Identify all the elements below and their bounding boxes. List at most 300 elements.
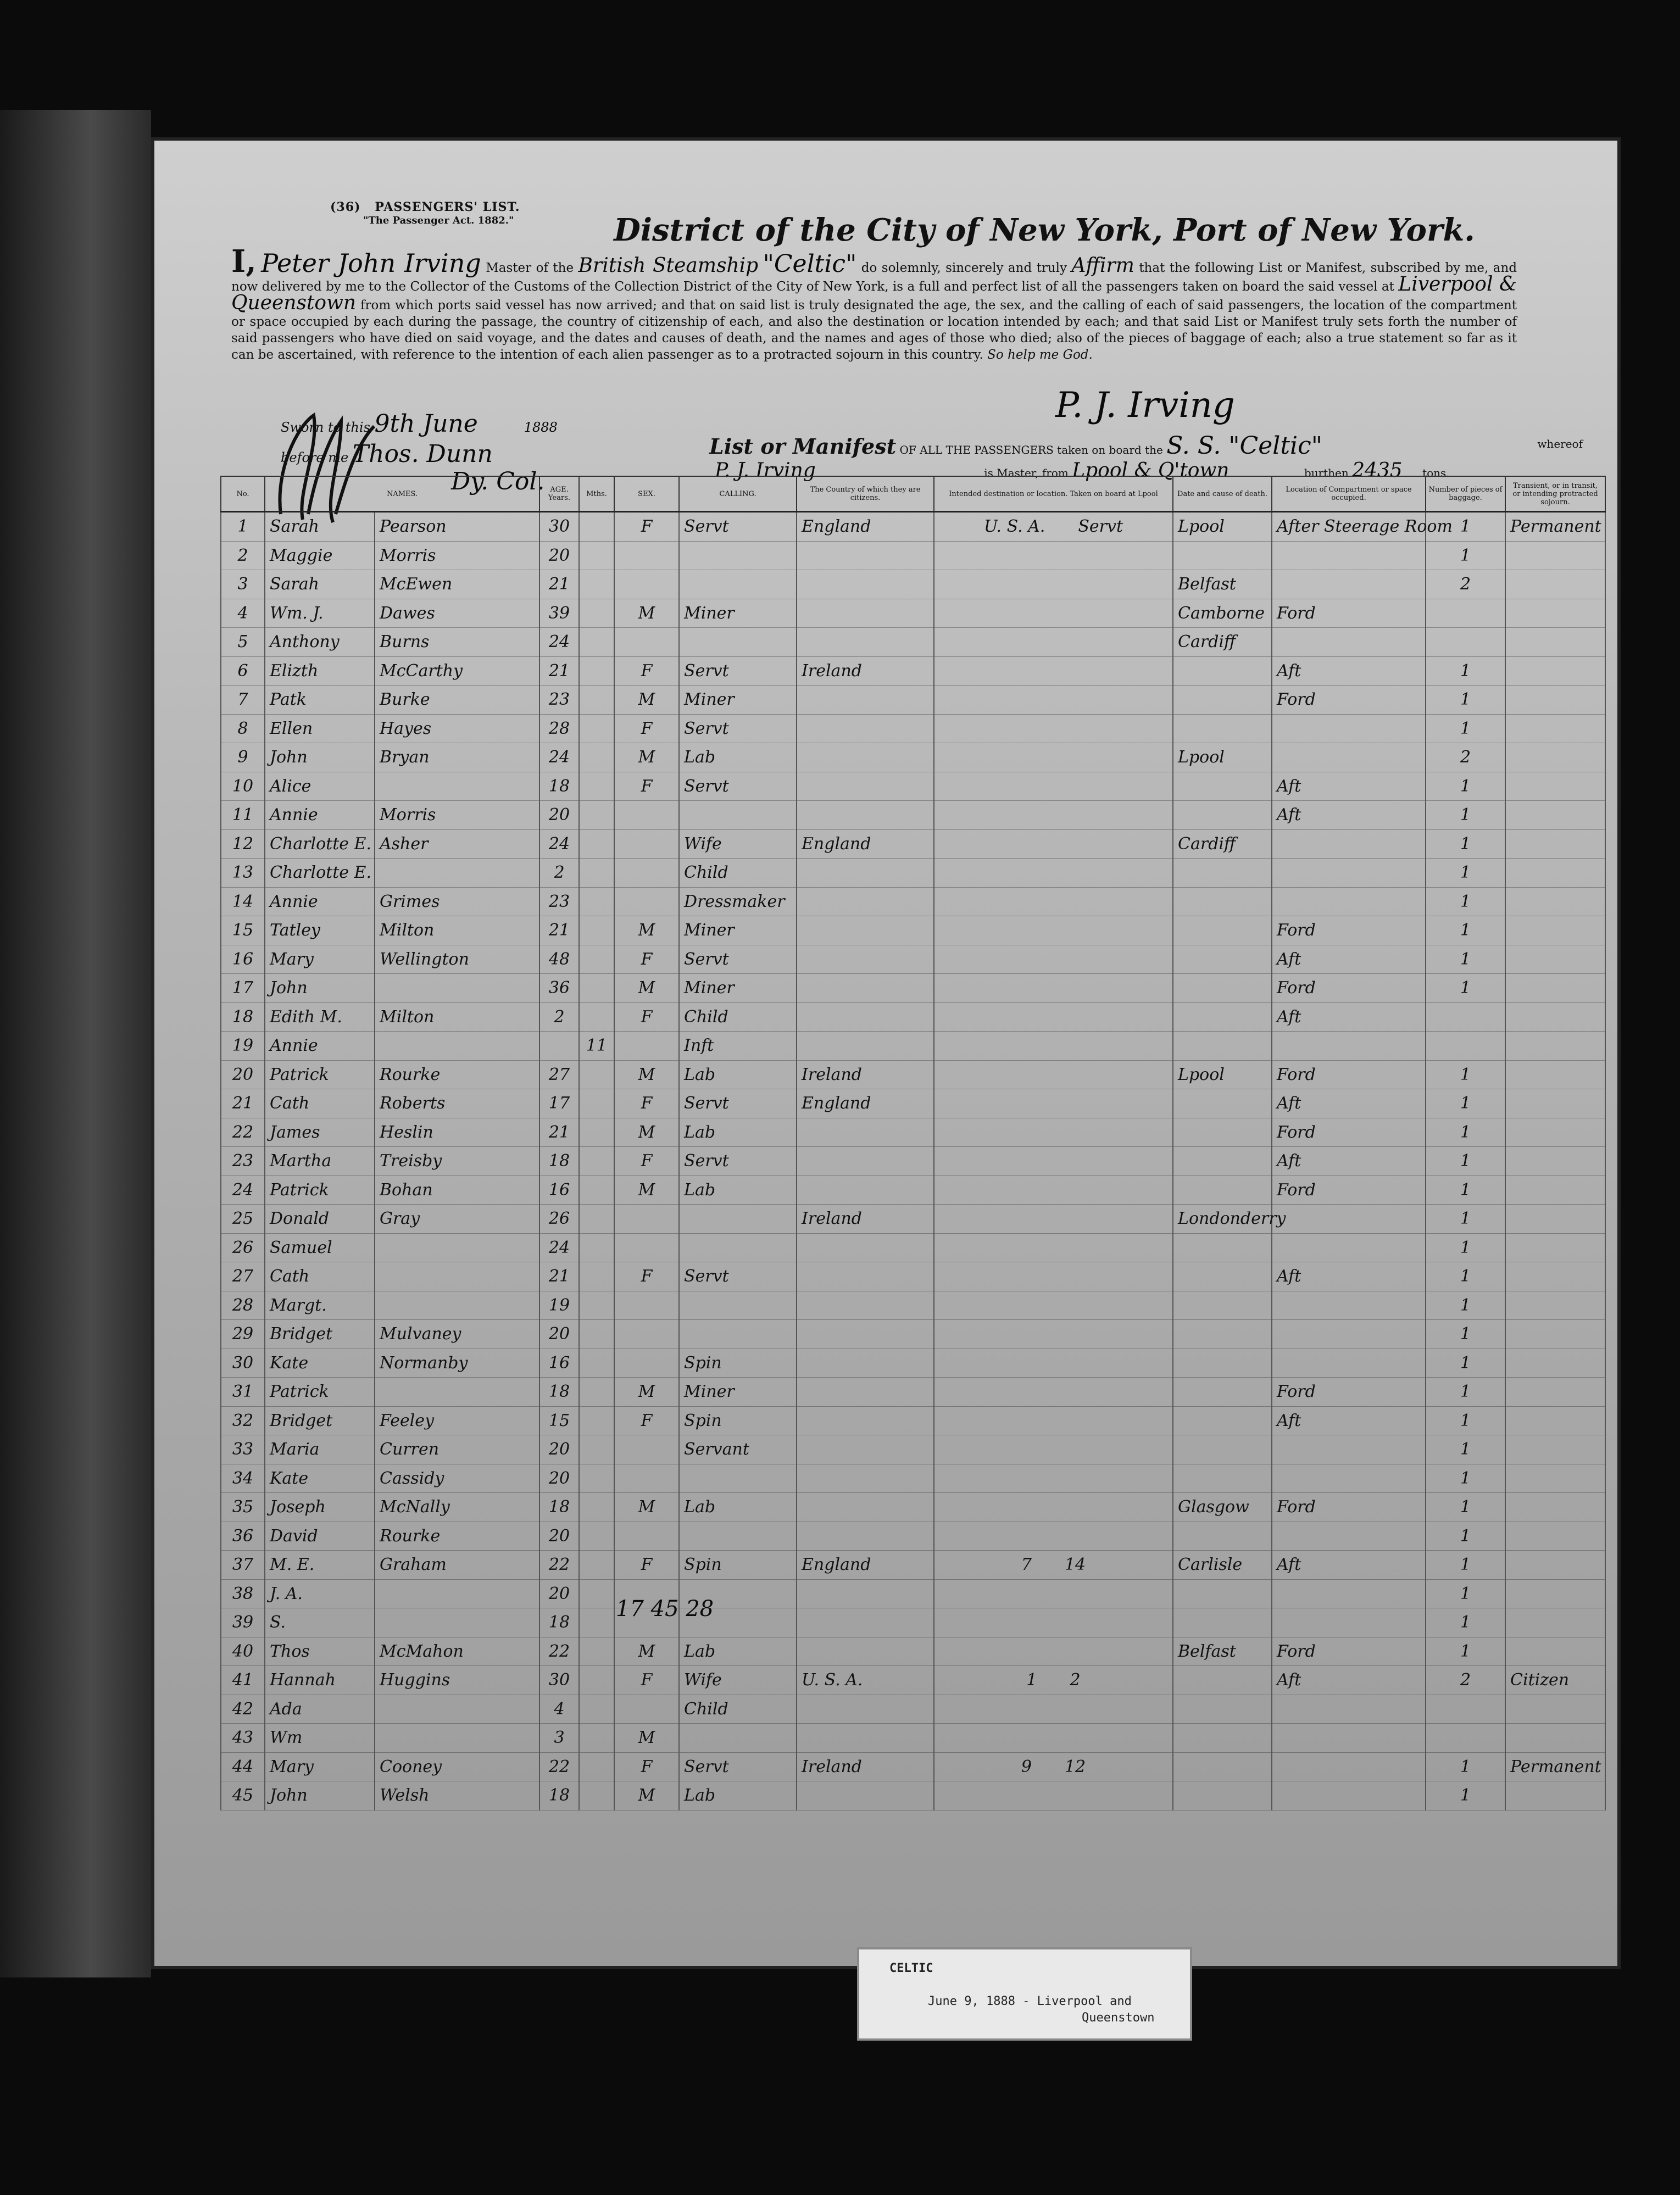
cell-age-months [579,1579,614,1608]
cell-destination: 7 14 [934,1551,1173,1580]
cell-death-or-port: Cardiff [1173,829,1272,859]
table-row [221,599,1605,628]
cell-age-months [579,1464,614,1493]
cell-row-number: 44 [221,1752,265,1781]
cell-death-or-port [1173,1522,1272,1551]
cell-death-or-port [1173,1349,1272,1378]
cell-baggage: 1 [1426,1406,1505,1435]
cell-transient [1505,1032,1605,1061]
cell-first-name: Wm. J. [265,599,375,628]
cell-first-name: Mary [265,1752,375,1781]
cell-death-or-port [1173,1435,1272,1464]
table-row [221,1089,1605,1118]
cell-age-years: 20 [539,541,579,570]
cell-baggage: 1 [1426,1493,1505,1522]
manifest-title: List or Manifest [709,434,897,459]
cell-baggage: 1 [1426,1089,1505,1118]
cell-last-name [375,1233,539,1262]
cell-baggage: 1 [1426,1118,1505,1147]
cell-first-name: Patk [265,686,375,715]
cell-first-name: Cath [265,1262,375,1291]
cell-last-name [375,974,539,1003]
cell-country [797,1637,934,1666]
cell-compartment: Ford [1272,1176,1426,1205]
cell-sex [614,1320,679,1349]
cell-transient [1505,859,1605,888]
cell-calling: Spin [679,1349,797,1378]
cell-compartment [1272,1349,1426,1378]
cell-row-number: 38 [221,1579,265,1608]
cell-first-name: Donald [265,1205,375,1234]
cell-last-name: Rourke [375,1060,539,1089]
col-age: AGE. [550,486,569,494]
cell-compartment [1272,1522,1426,1551]
cell-last-name: Grimes [375,887,539,916]
cell-baggage: 1 [1426,1320,1505,1349]
cell-first-name: Patrick [265,1176,375,1205]
table-row [221,743,1605,772]
cell-row-number: 35 [221,1493,265,1522]
cell-age-years: 15 [539,1406,579,1435]
table-row [221,887,1605,916]
table-row [221,1666,1605,1695]
cell-age-years: 18 [539,1781,579,1810]
cell-first-name: Bridget [265,1406,375,1435]
cell-calling: Lab [679,743,797,772]
cell-baggage: 1 [1426,945,1505,974]
cell-destination [934,829,1173,859]
cell-transient [1505,916,1605,945]
oath-text-2: do solemnly, sincerely and truly [861,261,1067,275]
cell-age-months [579,1205,614,1234]
cell-last-name: Hayes [375,714,539,743]
card-ship: CELTIC [889,1962,933,1975]
cell-destination [934,1002,1173,1032]
cell-baggage: 1 [1426,887,1505,916]
manifest-master: P. J. Irving [715,459,816,482]
cell-death-or-port [1173,1320,1272,1349]
cell-calling: Lab [679,1781,797,1810]
cell-destination [934,714,1173,743]
cell-country [797,1493,934,1522]
cell-compartment [1272,1435,1426,1464]
table-row [221,1579,1605,1608]
cell-age-years: 3 [539,1724,579,1753]
table-row [221,1464,1605,1493]
cell-first-name: Joseph [265,1493,375,1522]
cell-first-name: Maggie [265,541,375,570]
cell-row-number: 3 [221,570,265,599]
form-title: PASSENGERS' LIST. [375,200,520,214]
cell-compartment: Ford [1272,916,1426,945]
cell-first-name: Sarah [265,570,375,599]
cell-age-months [579,1781,614,1810]
cell-transient [1505,1522,1605,1551]
cell-compartment: Ford [1272,686,1426,715]
cell-baggage [1426,628,1505,657]
cell-age-months [579,916,614,945]
cell-transient [1505,887,1605,916]
cell-last-name: Morris [375,541,539,570]
cell-age-months [579,1320,614,1349]
cell-country [797,1176,934,1205]
cell-transient [1505,974,1605,1003]
cell-destination [934,1464,1173,1493]
cell-first-name: Patrick [265,1060,375,1089]
sworn-text: Sworn to this [281,420,370,435]
cell-transient [1505,1724,1605,1753]
table-row [221,1522,1605,1551]
cell-calling: Spin [679,1551,797,1580]
cell-compartment [1272,1291,1426,1320]
cell-destination [934,1060,1173,1089]
cell-first-name: Tatley [265,916,375,945]
table-row [221,628,1605,657]
ledger-binding [0,110,151,1977]
cell-calling: Servt [679,772,797,801]
table-row [221,512,1605,542]
cell-age-years: 39 [539,599,579,628]
cell-age-years: 24 [539,1233,579,1262]
cell-compartment: Aft [1272,656,1426,686]
cell-destination [934,1205,1173,1234]
cell-age-months [579,1695,614,1724]
cell-sex [614,1349,679,1378]
cell-country [797,801,934,830]
tally-note: 17 45 28 [616,1596,714,1622]
cell-sex [614,1464,679,1493]
cell-country [797,1032,934,1061]
cell-baggage: 1 [1426,1551,1505,1580]
cell-country: England [797,512,934,542]
cell-baggage [1426,1032,1505,1061]
cell-transient [1505,1406,1605,1435]
cell-compartment: Aft [1272,1666,1426,1695]
cell-last-name [375,859,539,888]
cell-age-years: 21 [539,656,579,686]
cell-last-name: Cassidy [375,1464,539,1493]
cell-destination: U. S. A. Servt [934,512,1173,542]
ship-type: British Steamship [578,254,759,277]
cell-age-years: 4 [539,1695,579,1724]
cell-last-name: Graham [375,1551,539,1580]
cell-sex [614,628,679,657]
manifest-page [151,137,1621,1969]
cell-baggage: 1 [1426,1349,1505,1378]
cell-first-name: Cath [265,1089,375,1118]
cell-calling: Servt [679,945,797,974]
cell-transient [1505,1349,1605,1378]
oath-text-3: that the following List or Manifest, subscribed by me, and now delivered by me to the Collector of the Customs of the Collection District of the City of New York, is a full and perfect list of all the passengers taken on board the said vessel at [231,261,1517,294]
cell-transient [1505,1060,1605,1089]
cell-row-number: 4 [221,599,265,628]
cell-death-or-port [1173,714,1272,743]
cell-transient [1505,1291,1605,1320]
cell-transient [1505,1608,1605,1637]
cell-first-name: Thos [265,1637,375,1666]
form-header [330,200,520,214]
cell-first-name: Patrick [265,1378,375,1407]
cell-calling: Miner [679,686,797,715]
cell-destination [934,1032,1173,1061]
cell-compartment: After Steerage Room [1272,512,1426,542]
cell-calling: Child [679,1002,797,1032]
cell-destination [934,743,1173,772]
cell-country [797,541,934,570]
cell-calling: Lab [679,1118,797,1147]
cell-death-or-port [1173,887,1272,916]
sworn-day: 9th June [374,410,478,438]
cell-country: England [797,1089,934,1118]
cell-row-number: 5 [221,628,265,657]
col-calling: CALLING. [679,476,797,512]
cell-transient [1505,945,1605,974]
cell-baggage: 1 [1426,1147,1505,1176]
cell-compartment [1272,1320,1426,1349]
cell-compartment: Ford [1272,599,1426,628]
cell-transient [1505,714,1605,743]
cell-last-name [375,772,539,801]
cell-first-name: John [265,1781,375,1810]
cell-baggage: 1 [1426,1233,1505,1262]
cell-compartment: Ford [1272,1637,1426,1666]
archive-label-card [857,1947,1192,2041]
table-row [221,772,1605,801]
cell-row-number: 43 [221,1724,265,1753]
cell-death-or-port: Belfast [1173,570,1272,599]
cell-baggage: 1 [1426,829,1505,859]
cell-last-name [375,1378,539,1407]
cell-age-years: 23 [539,686,579,715]
cell-last-name: Burke [375,686,539,715]
table-row [221,1695,1605,1724]
cell-compartment [1272,541,1426,570]
cell-row-number: 6 [221,656,265,686]
manifest-burthen: burthen [1304,466,1349,480]
cell-transient [1505,1089,1605,1118]
cell-sex [614,570,679,599]
col-destination: Intended destination or location. Taken on board at Lpool [934,476,1173,512]
table-row [221,1493,1605,1522]
cell-destination [934,541,1173,570]
cell-compartment [1272,628,1426,657]
cell-sex: M [614,1060,679,1089]
cell-death-or-port [1173,1579,1272,1608]
cell-sex: M [614,1637,679,1666]
cell-compartment [1272,1579,1426,1608]
col-years [539,476,579,512]
cell-age-months [579,1060,614,1089]
manifest-tons: tons. [1422,466,1450,480]
cell-first-name: Ada [265,1695,375,1724]
cell-death-or-port [1173,1378,1272,1407]
cell-baggage: 1 [1426,686,1505,715]
cell-age-years: 18 [539,772,579,801]
table-row [221,1118,1605,1147]
cell-destination [934,945,1173,974]
cell-first-name: Alice [265,772,375,801]
cell-death-or-port [1173,1781,1272,1810]
cell-calling: Servt [679,1262,797,1291]
cell-board: 14 [1064,1555,1086,1575]
cell-death-or-port [1173,686,1272,715]
cell-death-or-port [1173,1406,1272,1435]
cell-last-name: Bryan [375,743,539,772]
cell-compartment [1272,1781,1426,1810]
cell-age-years: 24 [539,829,579,859]
cell-transient [1505,1493,1605,1522]
cell-row-number: 13 [221,859,265,888]
cell-calling: Lab [679,1637,797,1666]
cell-country [797,1320,934,1349]
cell-destination [934,859,1173,888]
cell-country [797,859,934,888]
cell-calling: Servt [679,1089,797,1118]
cell-age-years: 20 [539,1464,579,1493]
cell-baggage: 1 [1426,1060,1505,1089]
cell-row-number: 9 [221,743,265,772]
cell-age-years: 18 [539,1608,579,1637]
cell-last-name: Rourke [375,1522,539,1551]
cell-compartment: Aft [1272,1002,1426,1032]
cell-death-or-port [1173,1002,1272,1032]
cell-last-name: McCarthy [375,656,539,686]
cell-first-name: J. A. [265,1579,375,1608]
cell-compartment [1272,829,1426,859]
cell-death-or-port [1173,1089,1272,1118]
cell-row-number: 26 [221,1233,265,1262]
table-row [221,1262,1605,1291]
cell-death-or-port [1173,945,1272,974]
cell-first-name: Annie [265,1032,375,1061]
cell-baggage: 2 [1426,570,1505,599]
cell-baggage: 1 [1426,974,1505,1003]
cell-sex [614,541,679,570]
cell-country: Ireland [797,656,934,686]
cell-sex: F [614,945,679,974]
cell-age-months [579,859,614,888]
cell-row-number: 8 [221,714,265,743]
cell-row-number: 10 [221,772,265,801]
table-header-row [221,476,1605,512]
table-row [221,656,1605,686]
cell-age-months [579,570,614,599]
cell-age-years: 20 [539,1579,579,1608]
oath-lead: I, [231,243,257,280]
cell-age-months [579,829,614,859]
cell-board: 2 [1070,1670,1081,1690]
cell-death-or-port [1173,1695,1272,1724]
cell-last-name: Heslin [375,1118,539,1147]
official-title: Dy. Col. [451,467,545,495]
cell-sex: M [614,686,679,715]
cell-destination [934,974,1173,1003]
cell-death-or-port [1173,541,1272,570]
cell-row-number: 19 [221,1032,265,1061]
cell-compartment [1272,1205,1426,1234]
cell-age-years: 28 [539,714,579,743]
cell-country: Ireland [797,1060,934,1089]
cell-age-years: 21 [539,1118,579,1147]
cell-destination [934,772,1173,801]
cell-transient [1505,628,1605,657]
cell-destination [934,1291,1173,1320]
table-row [221,1406,1605,1435]
cell-transient [1505,570,1605,599]
table-row [221,1637,1605,1666]
cell-death-or-port [1173,916,1272,945]
cell-country [797,628,934,657]
table-row [221,801,1605,830]
ship-name: "Celtic" [763,250,857,278]
cell-age-months [579,1291,614,1320]
col-country: The Country of which they are citizens. [797,476,934,512]
cell-last-name: Treisby [375,1147,539,1176]
cell-death-or-port [1173,1176,1272,1205]
cell-sex: M [614,743,679,772]
cell-sex: M [614,1724,679,1753]
cell-transient [1505,1435,1605,1464]
table-row [221,1147,1605,1176]
cell-transient [1505,1637,1605,1666]
cell-baggage: 1 [1426,1205,1505,1234]
cell-compartment: Ford [1272,1060,1426,1089]
cell-row-number: 37 [221,1551,265,1580]
cell-age-years: 2 [539,1002,579,1032]
cell-row-number: 11 [221,801,265,830]
cell-destination [934,656,1173,686]
cell-baggage: 1 [1426,1608,1505,1637]
cell-age-years: 2 [539,859,579,888]
cell-destination [934,887,1173,916]
cell-first-name: John [265,743,375,772]
cell-sex: F [614,656,679,686]
cell-sex [614,1032,679,1061]
cell-compartment: Ford [1272,1493,1426,1522]
cell-last-name: Wellington [375,945,539,974]
cell-last-name: Huggins [375,1666,539,1695]
cell-death-or-port: Cardiff [1173,628,1272,657]
cell-first-name: S. [265,1608,375,1637]
cell-last-name [375,1579,539,1608]
cell-row-number: 42 [221,1695,265,1724]
cell-compartment [1272,1724,1426,1753]
cell-sex: F [614,772,679,801]
cell-baggage: 1 [1426,859,1505,888]
cell-transient [1505,1464,1605,1493]
table-row [221,1060,1605,1089]
cell-death-or-port [1173,801,1272,830]
cell-row-number: 14 [221,887,265,916]
cell-country [797,570,934,599]
cell-age-years: 22 [539,1637,579,1666]
cell-sex: M [614,1118,679,1147]
cell-destination [934,1089,1173,1118]
cell-calling: Spin [679,1406,797,1435]
cell-sex: M [614,599,679,628]
card-line-2: Queenstown [1082,2011,1155,2025]
cell-death-or-port: Lpool [1173,1060,1272,1089]
cell-row-number: 20 [221,1060,265,1089]
cell-age-months [579,1608,614,1637]
cell-sex: M [614,1493,679,1522]
cell-country [797,974,934,1003]
cell-country [797,1002,934,1032]
cell-death-or-port [1173,1608,1272,1637]
table-row [221,1752,1605,1781]
cell-calling: Inft [679,1032,797,1061]
cell-age-years: 18 [539,1147,579,1176]
